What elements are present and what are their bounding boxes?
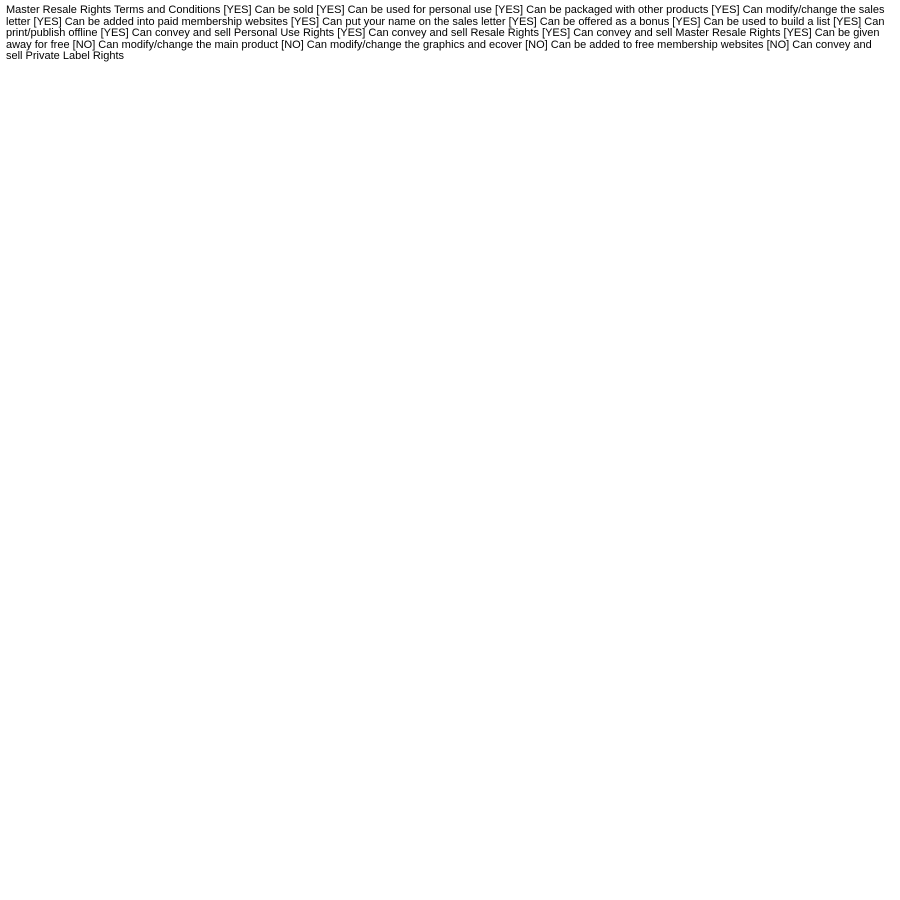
terms-paragraph: Master Resale Rights Terms and Conditions [YES] Can be sold [YES] Can be used for personal use [YES] Can be packaged with other products [YES] Can modify/change the sales letter [YES] Can be added into paid membership websites [YES] Can put your name on the sales letter [YES] Can be offered as a bonus [YES] Can be used to build a list [YES] Can print/publish offline [YES] Can convey and sell Personal Use Rights [YES] Can convey and sell Resale Rights [YES] Can convey and sell Master Resale Rights [YES] Can be given away for free [NO] Can modify/change the main product [NO] Can modify/change the graphics and ecover [NO] Can be added to free membership websites [NO] Can convey and sell Private Label Rights [6,4,885,63]
